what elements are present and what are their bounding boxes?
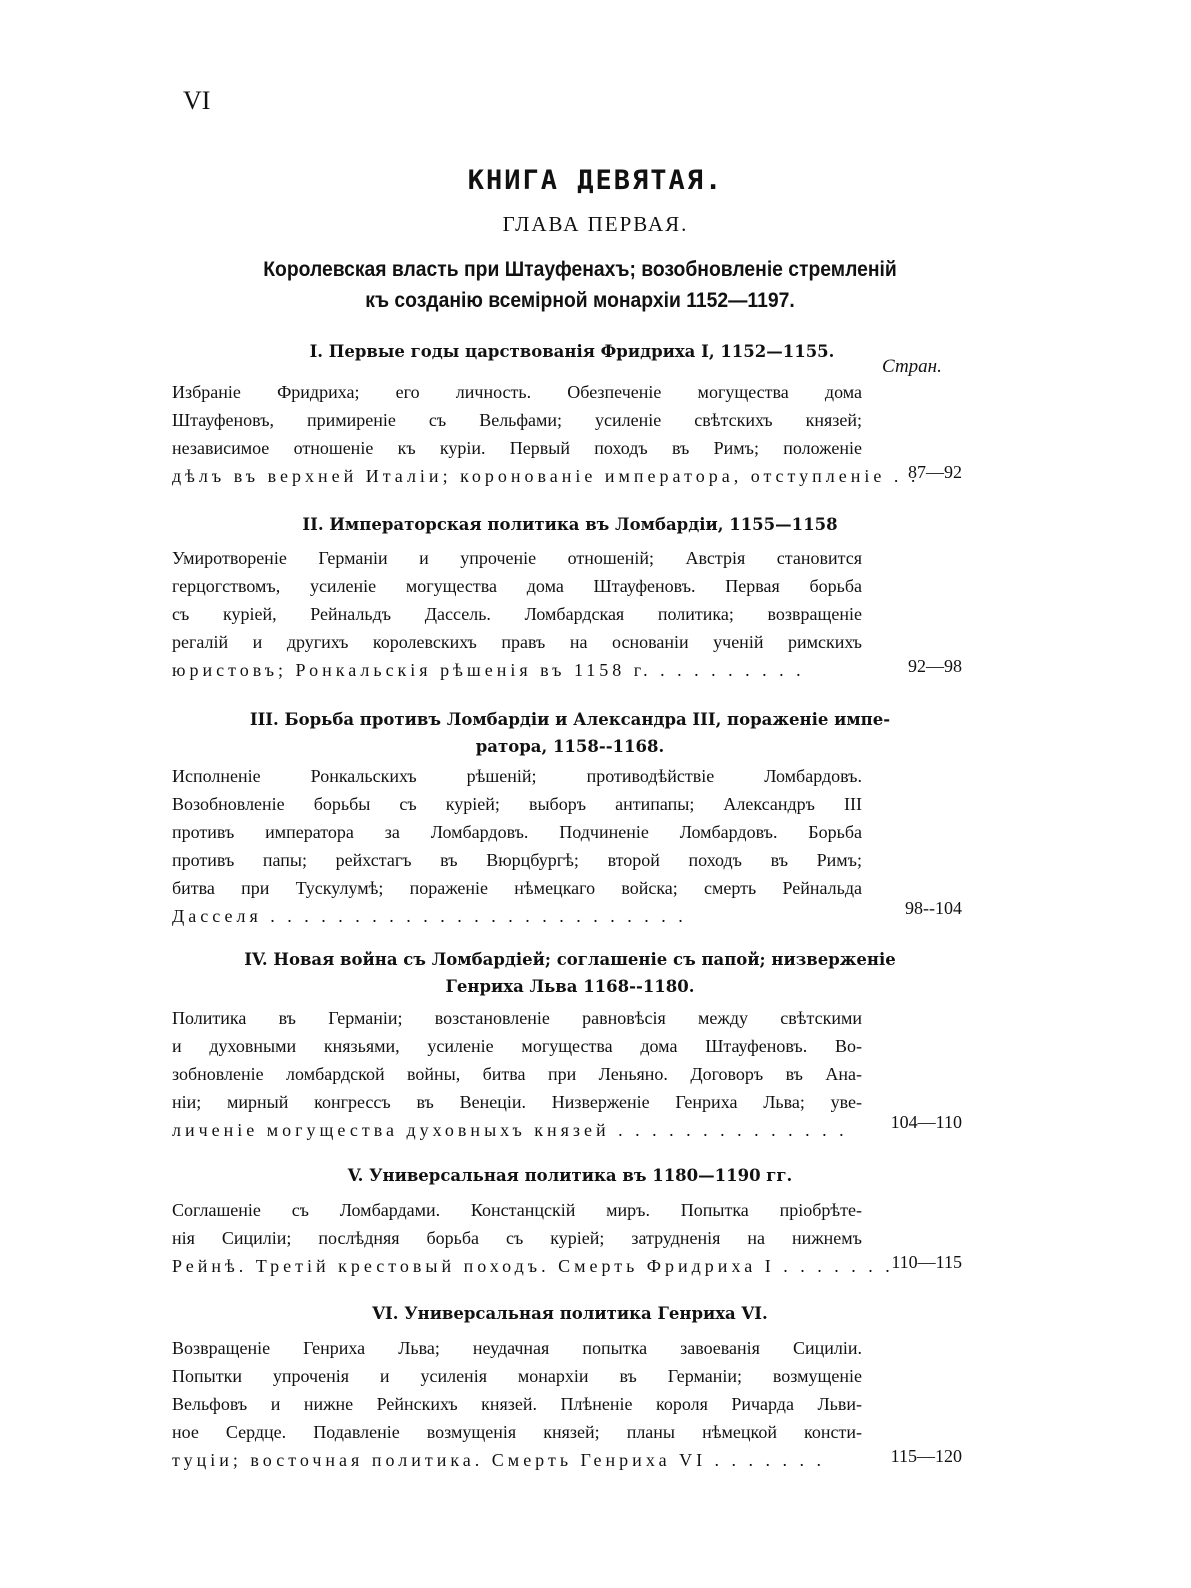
section-5-line: Соглашеніе съ Ломбардами. Констанцскій миръ. Попытка пріобрѣте- xyxy=(172,1200,862,1220)
section-3-line: противъ папы; рейхстагъ въ Вюрцбургѣ; второй походъ въ Римъ; xyxy=(172,850,862,870)
section-3-line: Возобновленіе борьбы съ куріей; выборъ антипапы; Александръ III xyxy=(172,794,862,814)
section-5-title: V. Универсальная политика въ 1180—1190 гг. xyxy=(347,1166,793,1185)
chapter-subtitle xyxy=(240,254,921,316)
section-4-line: Политика въ Германіи; возстановленіе равновѣсія между свѣтскими xyxy=(172,1008,862,1028)
section-4-line: и духовными князьями, усиленіе могущества дома Штауфеновъ. Во- xyxy=(172,1036,862,1056)
section-2-line: юристовъ; Ронкальскія рѣшенія въ 1158 г. . . . . . . . . . xyxy=(172,660,805,680)
column-header-pages: Стран. xyxy=(882,356,942,377)
section-6-line: Попытки упроченія и усиленія монархіи въ Германіи; возмущеніе xyxy=(172,1366,862,1386)
section-3-title xyxy=(200,706,940,760)
section-2-line: регалій и другихъ королевскихъ правъ на основаніи ученій римскихъ xyxy=(172,632,862,652)
section-4-title xyxy=(200,946,940,1000)
section-1-line: Штауфеновъ, примиреніе съ Вельфами; усиленіе свѣтскихъ князей; xyxy=(172,410,862,430)
section-6-body xyxy=(172,1334,862,1474)
section-6-line: туціи; восточная политика. Смерть Генриха VI . . . . . . . xyxy=(172,1450,826,1470)
section-1-body xyxy=(172,378,920,490)
section-6-line: Вельфовъ и нижне Рейнскихъ князей. Плѣненіе короля Ричарда Льви- xyxy=(172,1394,862,1414)
chapter-title: ГЛАВА ПЕРВАЯ. xyxy=(502,212,689,236)
section-6-pages: 115—120 xyxy=(890,1446,962,1466)
section-2-line: герцогствомъ, усиленіе могущества дома Штауфеновъ. Первая борьба xyxy=(172,576,862,596)
section-5-line: Рейнѣ. Третій крестовый походъ. Смерть Фридриха I . . . . . . . xyxy=(172,1256,894,1276)
section-3-line: Дасселя . . . . . . . . . . . . . . . . . . . . . . . . . xyxy=(172,906,687,926)
section-2-line: Умиротвореніе Германіи и упроченіе отношеній; Австрія становится xyxy=(172,548,862,568)
page-number: VI xyxy=(183,86,211,115)
section-1-line: дѣлъ въ верхней Италіи; коронованіе императора, отступленіе . . xyxy=(172,466,920,486)
book-title: КНИГА ДЕВЯТАЯ. xyxy=(467,165,724,196)
section-1-line: независимое отношеніе къ куріи. Первый походъ въ Римъ; положеніе xyxy=(172,438,862,458)
section-4-line: личеніе могущества духовныхъ князей . . . . . . . . . . . . . . xyxy=(172,1120,848,1140)
section-6-title: VI. Универсальная политика Генриха VI. xyxy=(372,1304,768,1323)
section-4-title-line-2: Генриха Льва 1168--1180. xyxy=(445,977,695,996)
section-4-line: зобновленіе ломбардской войны, битва при Леньяно. Договоръ въ Ана- xyxy=(172,1064,862,1084)
section-2-pages: 92—98 xyxy=(908,656,962,676)
section-1-title: I. Первые годы царствованія Фридриха I, 1152—1155. xyxy=(309,342,835,361)
chapter-subtitle-line-1: Королевская власть при Штауфенахъ; возобновленіе стремленій xyxy=(263,258,897,281)
section-3-line: битва при Тускулумѣ; пораженіе нѣмецкаго войска; смерть Рейнальда xyxy=(172,878,862,898)
section-5-line: нія Сициліи; послѣдняя борьба съ куріей; затрудненія на нижнемъ xyxy=(172,1228,862,1248)
section-4-body xyxy=(172,1004,862,1144)
section-4-title-line-1: IV. Новая война съ Ломбардіей; соглашеніе съ папой; низверженіе xyxy=(244,950,896,969)
chapter-subtitle-line-2: къ созданію всемірной монархіи 1152—1197. xyxy=(365,289,795,312)
section-6-line: Возвращеніе Генриха Льва; неудачная попытка завоеванія Сициліи. xyxy=(172,1338,862,1358)
section-2-title: II. Императорская политика въ Ломбардіи, 1155—1158 xyxy=(302,515,838,534)
section-4-pages: 104—110 xyxy=(890,1112,962,1132)
section-3-title-line-2: ратора, 1158--1168. xyxy=(475,737,665,756)
section-2-line: съ куріей, Рейнальдъ Дассель. Ломбардская политика; возвращеніе xyxy=(172,604,862,624)
section-1-pages: 87—92 xyxy=(908,462,962,482)
section-5-body xyxy=(172,1196,894,1280)
section-4-line: ніи; мирный конгрессъ въ Венеціи. Низверженіе Генриха Льва; уве- xyxy=(172,1092,862,1112)
section-3-title-line-1: III. Борьба противъ Ломбардіи и Александра III, пораженіе импе- xyxy=(249,710,891,729)
section-2-body xyxy=(172,544,862,684)
section-6-line: ное Сердце. Подавленіе возмущенія князей; планы нѣмецкой консти- xyxy=(172,1422,862,1442)
section-5-pages: 110—115 xyxy=(891,1252,962,1272)
section-3-line: противъ императора за Ломбардовъ. Подчиненіе Ломбардовъ. Борьба xyxy=(172,822,862,842)
section-3-body xyxy=(172,762,862,930)
section-3-line: Исполненіе Ронкальскихъ рѣшеній; противодѣйствіе Ломбардовъ. xyxy=(172,766,862,786)
section-3-pages: 98--104 xyxy=(905,898,962,918)
section-1-line: Избраніе Фридриха; его личность. Обезпеченіе могущества дома xyxy=(172,382,862,402)
